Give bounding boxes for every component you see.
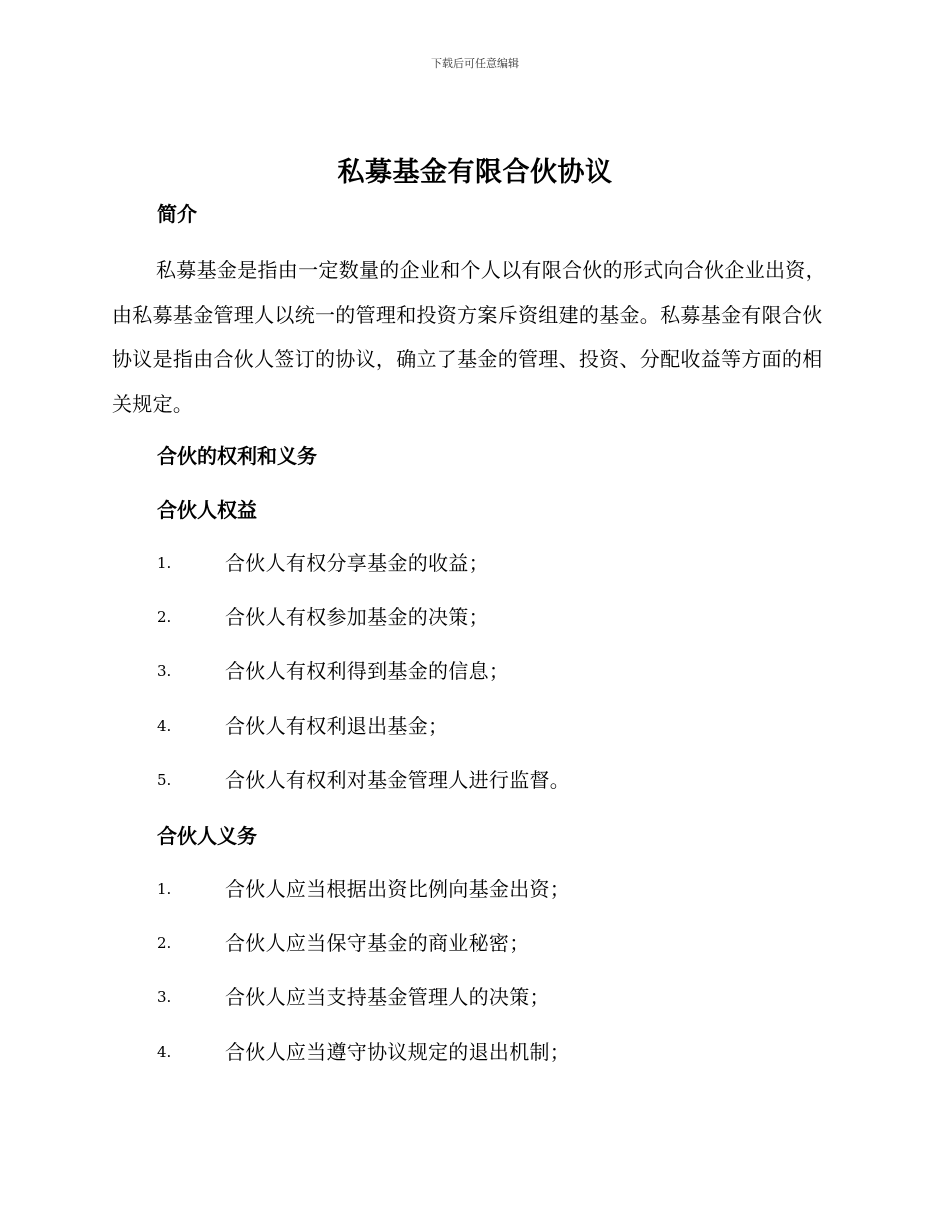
list-item-number: 2. (157, 934, 172, 952)
list-item-text: 合伙人有权利得到基金的信息； (225, 659, 510, 683)
intro-paragraph: 私募基金是指由一定数量的企业和个人以有限合伙的形式向合伙企业出资，由私募基金管理人以统一的管理和投资方案斥资组建的基金。私募基金有限合伙协议是指由合伙人签订的协议，确立了基金的管理、投资、分配收益等方面的相关规定。 (112, 258, 826, 416)
list-item-text: 合伙人有权利对基金管理人进行监督。 (225, 768, 571, 792)
list-item-text: 合伙人应当支持基金管理人的决策； (225, 985, 550, 1009)
list-item-text: 合伙人有权参加基金的决策； (225, 605, 489, 629)
list-item-number: 1. (157, 880, 172, 898)
list-item-text: 合伙人有权利退出基金； (225, 714, 449, 738)
list-item-number: 1. (157, 554, 172, 572)
list-item-text: 合伙人应当遵守协议规定的退出机制； (225, 1040, 571, 1064)
list-item-number: 3. (157, 662, 172, 680)
document-title: 私募基金有限合伙协议 (337, 157, 613, 188)
list-item-text: 合伙人有权分享基金的收益； (225, 551, 489, 575)
list-item-number: 2. (157, 608, 172, 626)
list-item-text: 合伙人应当保守基金的商业秘密； (225, 931, 530, 955)
list-item-number: 3. (157, 988, 172, 1006)
section-heading-rights-duties: 合伙的权利和义务 (157, 444, 317, 468)
list-item-text: 合伙人应当根据出资比例向基金出资； (225, 877, 571, 901)
header-note: 下载后可任意编辑 (431, 57, 519, 70)
list-item-number: 5. (157, 771, 172, 789)
section-heading-partner-duties: 合伙人义务 (157, 824, 257, 848)
list-item-number: 4. (157, 717, 172, 735)
list-item-number: 4. (157, 1043, 172, 1061)
section-heading-intro: 简介 (157, 202, 197, 226)
section-heading-partner-rights: 合伙人权益 (157, 498, 257, 522)
